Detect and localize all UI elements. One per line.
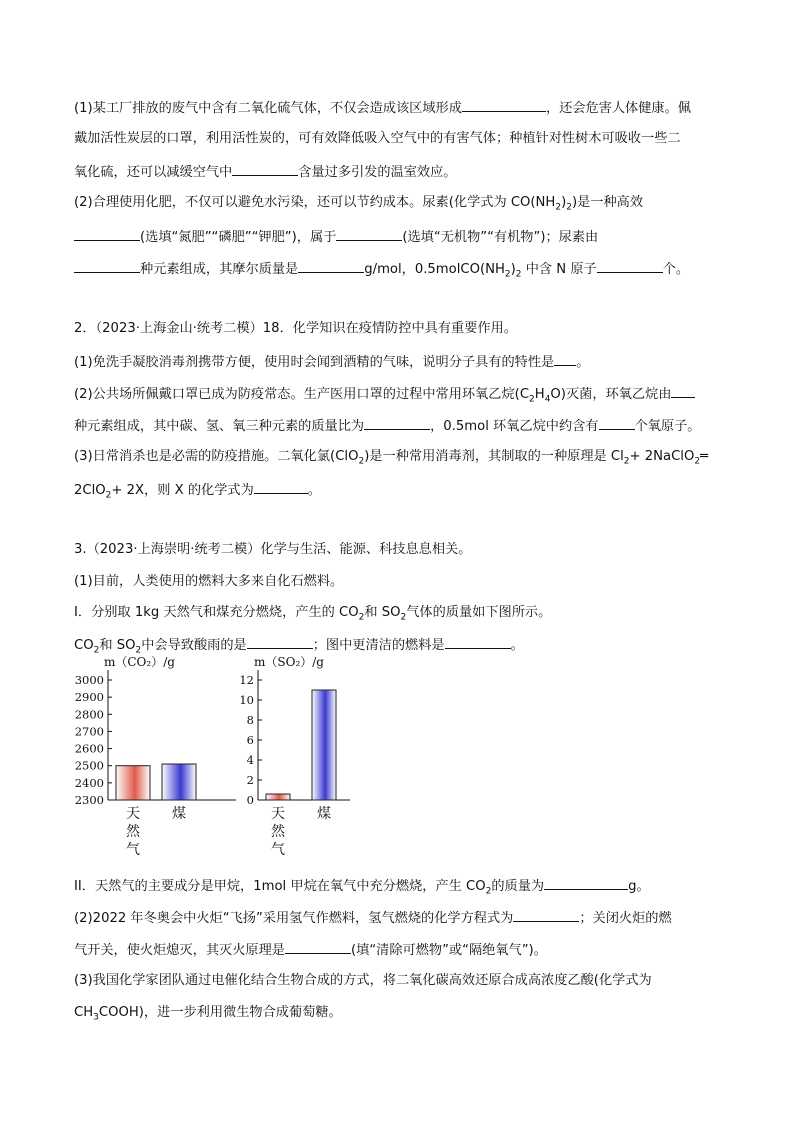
y-tick-label: 2500 [74,758,104,773]
text: (1)免洗手凝胶消毒剂携带方便，使用时会闻到酒精的气味，说明分子具有的特性是 [74,355,555,370]
text: (1)某工厂排放的废气中含有二氧化硫气体，不仅会造成该区域形成 [74,101,462,116]
text: 个氧原子。 [634,419,701,434]
text: 气开关，使火炬熄灭，其灭火原理是 [74,943,285,958]
subscript: 2 [135,645,142,656]
subscript: 2 [504,269,511,280]
y-tick-label: 10 [239,693,254,707]
bar [116,766,150,800]
y-tick-label: 2700 [74,724,104,739]
text: 。 [510,638,524,653]
text: (2)公共场所佩戴口罩已成为防疫常态。生产医用口罩的过程中常用环氧乙烷(C [74,387,530,402]
y-tick-label: 2300 [74,793,104,807]
text: ；图中更清洁的燃料是 [312,638,445,653]
co2-bar-chart [74,650,242,865]
subscript: 2 [400,612,407,623]
answer-blank[interactable] [285,940,351,954]
q1-p2-line3 [74,259,689,279]
question-heading: 3.（2023·上海崇明·统考二模）化学与生活、能源、科技息息相关。 [74,542,472,557]
subscript: 2 [515,269,522,280]
answer-blank[interactable] [247,635,313,649]
category-label: 煤 [317,806,331,822]
q3-line2 [74,604,551,622]
answer-blank[interactable] [462,98,546,112]
q2-line4 [74,448,708,466]
text: (选填“无机物”“有机物”)；尿素由 [402,230,599,245]
text: 气体的质量如下图所示。 [406,605,552,620]
subscript: 2 [555,202,562,213]
bar [162,764,196,800]
text: ) [561,195,567,210]
y-tick-label: 12 [239,673,254,687]
q1-p2-line2 [74,227,598,247]
text: 。 [307,483,321,498]
answer-blank[interactable] [599,416,635,430]
q1-p1-line1 [74,98,691,118]
y-tick-label: 2400 [74,775,104,790]
answer-blank[interactable] [336,227,402,241]
text: 和 SO [364,605,401,620]
answer-blank[interactable] [298,259,364,273]
category-label: 然 [126,824,140,840]
text: )是一种常用消毒剂，其制取的一种原理是 Cl [364,449,624,464]
text: CH [74,1005,94,1020]
chart-title: m（CO₂）/g [104,655,175,669]
answer-blank[interactable] [364,416,430,430]
answer-blank[interactable] [544,876,628,890]
subscript: 2 [529,394,535,405]
category-label: 天 [126,806,140,822]
bar [312,690,336,800]
category-label: 煤 [172,806,186,822]
subscript: 2 [358,456,365,467]
answer-blank[interactable] [74,259,140,273]
text: 含量过多引发的温室效应。 [298,165,457,180]
y-tick-label: 3000 [74,673,104,687]
text: CO [74,638,94,653]
category-label: 气 [126,842,140,858]
text: (2)合理使用化肥，不仅可以避免水污染，还可以节约成本。尿素(化学式为 CO(NH [74,195,556,210]
text: )是一种高效 [571,195,644,210]
so2-bar-chart [239,650,354,865]
answer-blank[interactable] [554,352,576,366]
text: (3)我国化学家团队通过电催化结合生物合成的方式，将二氧化碳高效还原合成高浓度乙酸(化学式为 [74,973,652,988]
y-tick-label: 8 [246,713,254,727]
answer-blank[interactable] [597,259,663,273]
category-label: 然 [271,824,285,840]
text: O)灭菌，环氧乙烷由 [550,387,672,402]
answer-blank[interactable] [74,227,140,241]
text: ；关闭火炬的燃 [579,911,672,926]
text: + 2X，则 X 的化学式为 [111,483,254,498]
text: (2)2022 年冬奥会中火炬“飞扬”采用氢气作燃料，氢气燃烧的化学方程式为 [74,911,514,926]
chart-title: m（SO₂）/g [254,655,324,669]
text: ，还会危害人体健康。佩 [545,101,691,116]
text: 氧化硫，还可以减缓空气中 [74,165,233,180]
subscript: 2 [485,886,492,897]
subscript: 2 [566,202,572,213]
y-tick-label: 4 [246,753,254,767]
answer-blank[interactable] [254,480,308,494]
text: H [534,387,545,402]
y-tick-label: 0 [246,793,254,807]
text: ) [510,262,516,277]
q3-line7 [74,972,652,990]
q3-line6 [74,940,547,960]
text: g/mol，0.5molCO(NH [364,262,505,277]
text: 个。 [662,262,690,277]
y-tick-label: 2800 [74,707,104,722]
q2-line5 [74,480,321,500]
subscript: 4 [544,394,551,405]
text: 2ClO [74,483,106,498]
text: COOH)，进一步利用微生物合成葡萄糖。 [98,1005,342,1020]
text: 的质量为 [491,879,545,894]
text: 。 [576,355,590,370]
q3-heading [74,541,471,559]
text: (填“清除可燃物”或“隔绝氧气”)。 [351,943,547,958]
answer-blank[interactable] [232,162,298,176]
text: (3)日常消杀也是必需的防疫措施。二氧化氯(ClO [74,449,359,464]
text: 中含 N 原子 [521,262,597,277]
q2-line3 [74,416,701,436]
q3-line1 [74,573,343,591]
subscript: 3 [93,1012,99,1023]
category-label: 天 [271,806,285,822]
subscript: 2 [93,645,100,656]
question-heading: 2．（2023·上海金山·统考二模）18．化学知识在疫情防控中具有重要作用。 [74,321,517,336]
text: II．天然气的主要成分是甲烷，1mol 甲烷在氧气中充分燃烧，产生 CO [74,879,486,894]
answer-blank[interactable] [671,384,695,398]
y-tick-label: 2 [246,773,254,787]
q3-line8 [74,1004,342,1022]
subscript: 2 [694,456,701,467]
y-tick-label: 2600 [74,741,104,756]
text: + 2NaClO [629,449,695,464]
subscript: 2 [105,490,112,501]
text: 和 SO [99,638,136,653]
text: 戴加活性炭层的口罩，利用活性炭的，可有效降低吸入空气中的有害气体；种植针对性树木可吸收一些二 [74,131,681,146]
subscript: 2 [358,612,365,623]
subscript: 2 [623,456,630,467]
q1-p1-line2 [74,130,681,148]
text: 种元素组成，其中碳、氢、氧三种元素的质量比为 [74,419,365,434]
text: I．分别取 1kg 天然气和煤充分燃烧，产生的 CO [74,605,359,620]
y-tick-label: 6 [246,733,254,747]
text: 种元素组成，其摩尔质量是 [140,262,299,277]
text: (1)目前，人类使用的燃料大多来自化石燃料。 [74,574,344,589]
bar [266,794,290,800]
y-tick-label: 2900 [74,690,104,705]
category-label: 气 [271,842,285,858]
q3-line5 [74,908,672,928]
q3-line4 [74,876,650,896]
answer-blank[interactable] [445,635,511,649]
q1-p2-line1 [74,194,643,212]
text: ，0.5mol 环氧乙烷中约含有 [430,419,599,434]
q1-p1-line3 [74,162,457,182]
text: (选填“氮肥”“磷肥”“钾肥”)，属于 [140,230,337,245]
text: ═ [700,449,709,464]
q2-line1 [74,352,589,372]
text: 中会导致酸雨的是 [141,638,247,653]
q2-heading [74,320,517,338]
text: g。 [628,879,650,894]
answer-blank[interactable] [513,908,579,922]
q2-line2 [74,384,695,404]
